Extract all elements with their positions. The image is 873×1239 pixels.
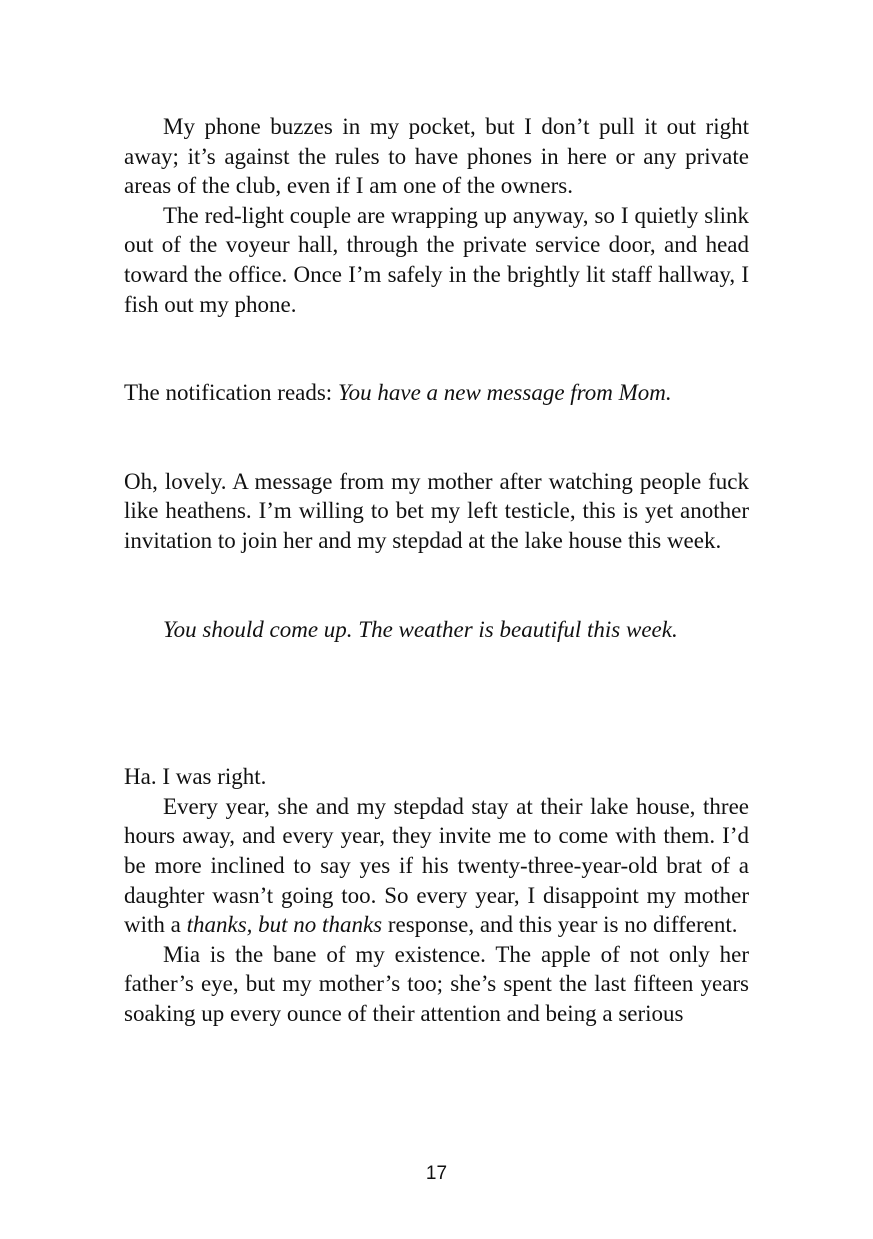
text-message-quote: You should come up. The weather is beautiful this week. [163,616,678,642]
paragraph-ha-i-was-right: Ha. I was right. [124,764,267,790]
section-spacer [124,556,749,615]
section-spacer [124,319,749,378]
notification-message: You have a new message from Mom. [337,380,672,406]
paragraph-every-year [124,792,749,940]
section-spacer [124,644,749,762]
every-year-text-start: Every year, she and my stepdad stay at their lake house, three hours away, and every year, they invite me to come with them. I’d be more inclined to say yes if his twenty-three-year-old brat of a daughter wasn’t going too. So every year, I disappoint my mother with a [124,793,749,938]
paragraph-oh-lovely: Oh, lovely. A message from my mother after watching people fuck like heathens. I’m willing to bet my left testicle, this is yet another invitation to join her and my stepdad at the lake house this week. [124,468,749,553]
page-body [124,112,749,1028]
page-number: 17 [425,1163,448,1184]
notification-prefix: The notification reads: [124,380,338,406]
section-spacer [124,408,749,467]
every-year-italic: thanks, but no thanks [186,912,383,938]
paragraph-notification [124,378,749,408]
paragraph-mia: Mia is the bane of my existence. The apple of not only her father’s eye, but my mother’s too; she’s spent the last fifteen years soaking up every ounce of their attention and being a serious [124,941,749,1026]
every-year-text-end: response, and this year is no different. [382,912,738,938]
paragraph-phone-buzzes: My phone buzzes in my pocket, but I don’t pull it out right away; it’s against the rules to have phones in here or any private areas of the club, even if I am one of the owners. [124,114,749,199]
paragraph-red-light-couple: The red-light couple are wrapping up anyway, so I quietly slink out of the voyeur hall, through the private service door, and head toward the office. Once I’m safely in the brightly lit staff hallway, I fish out my phone. [124,202,749,317]
